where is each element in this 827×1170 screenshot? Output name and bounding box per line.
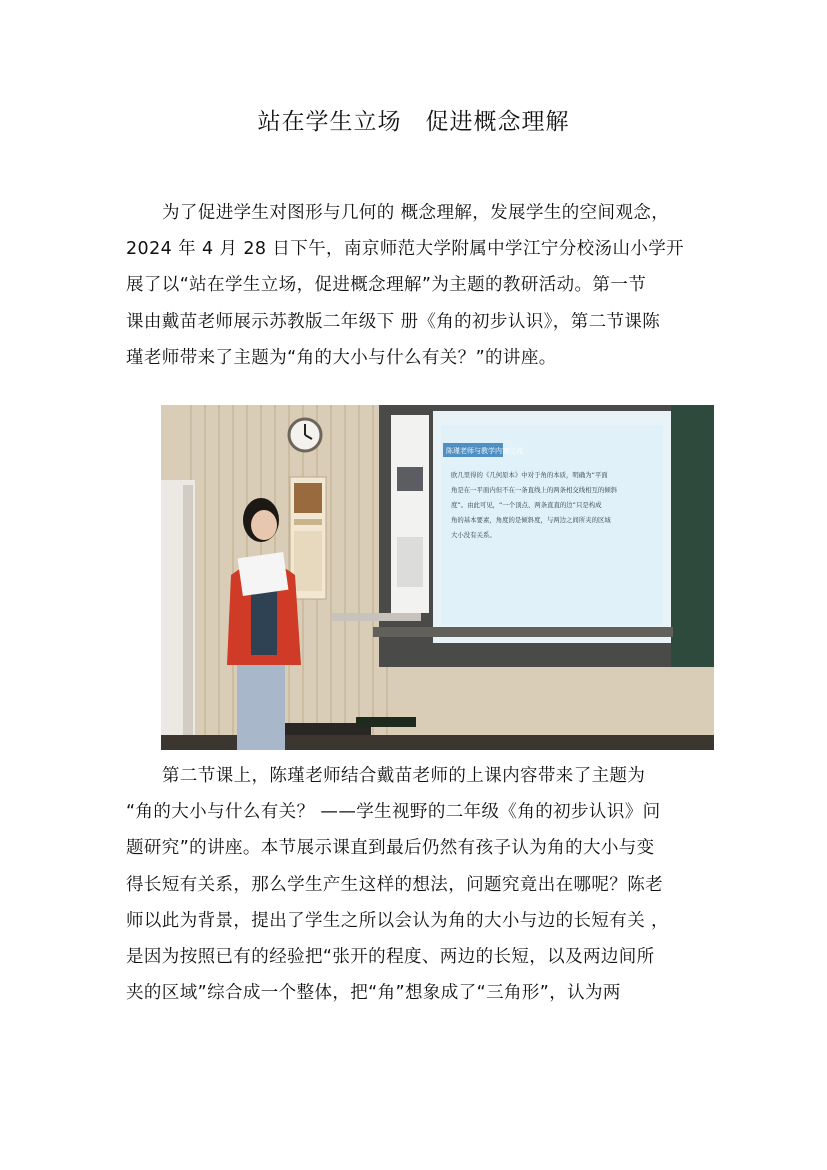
slide-text-line: 大小没有关系。 <box>451 531 496 539</box>
paragraph-lecture <box>126 758 706 1011</box>
slide-text-line: 角是在一平面内但不在一条直线上的两条相交线相互的倾斜 <box>451 486 618 494</box>
paragraph-intro <box>126 195 706 376</box>
paragraph-line: 2024 年 4 月 28 日下午，南京师范大学附属中学江宁分校汤山小学开 <box>126 239 685 260</box>
paragraph-line: “角的大小与什么有关？ ——学生视野的二年级《角的初步认识》问 <box>126 802 661 823</box>
paragraph-line: 瑾老师带来了主题为“角的大小与什么有关？”的讲座。 <box>126 347 557 368</box>
paragraph-line: 夹的区域”综合成一个整体，把“角”想象成了“三角形”，认为两 <box>126 983 621 1004</box>
paragraph-line: 第二节课上，陈瑾老师结合戴苗老师的上课内容带来了主题为 <box>162 766 646 786</box>
lecture-photo <box>161 405 714 750</box>
document-title: 站在学生立场 促进概念理解 <box>257 109 570 135</box>
slide-text-line: 度”。由此可见，“一个顶点、两条直直的边”只是构成 <box>451 501 602 509</box>
paragraph-line: 得长短有关系，那么学生产生这样的想法，问题究竟出在哪呢？陈老 <box>126 874 663 895</box>
paragraph-line: 题研究”的讲座。本节展示课直到最后仍然有孩子认为角的大小与变 <box>126 838 655 859</box>
slide-heading: 陈瑾老师与教学内容交流 <box>446 447 523 455</box>
paragraph-line: 是因为按照已有的经验把“张开的程度、两边的长短，以及两边间所 <box>126 947 655 968</box>
paragraph-line: 展了以“站在学生立场，促进概念理解”为主题的教研活动。第一节 <box>126 275 647 296</box>
paragraph-line: 课由戴苗老师展示苏教版二年级下 册《角的初步认识》，第二节课陈 <box>126 311 661 332</box>
paragraph-line: 为了促进学生对图形与几何的 概念理解，发展学生的空间观念， <box>162 203 670 223</box>
lecture-photo-illustration <box>161 405 714 750</box>
slide-text-line: 角的基本要素，角度的是倾斜度，与两边之间所夹的区域 <box>451 516 611 524</box>
slide-text-line: 欧几里得的《几何原本》中对于角的本质，明确为“平面 <box>451 471 608 479</box>
paragraph-line: 师以此为背景，提出了学生之所以会认为角的大小与边的长短有关 ， <box>126 910 669 931</box>
